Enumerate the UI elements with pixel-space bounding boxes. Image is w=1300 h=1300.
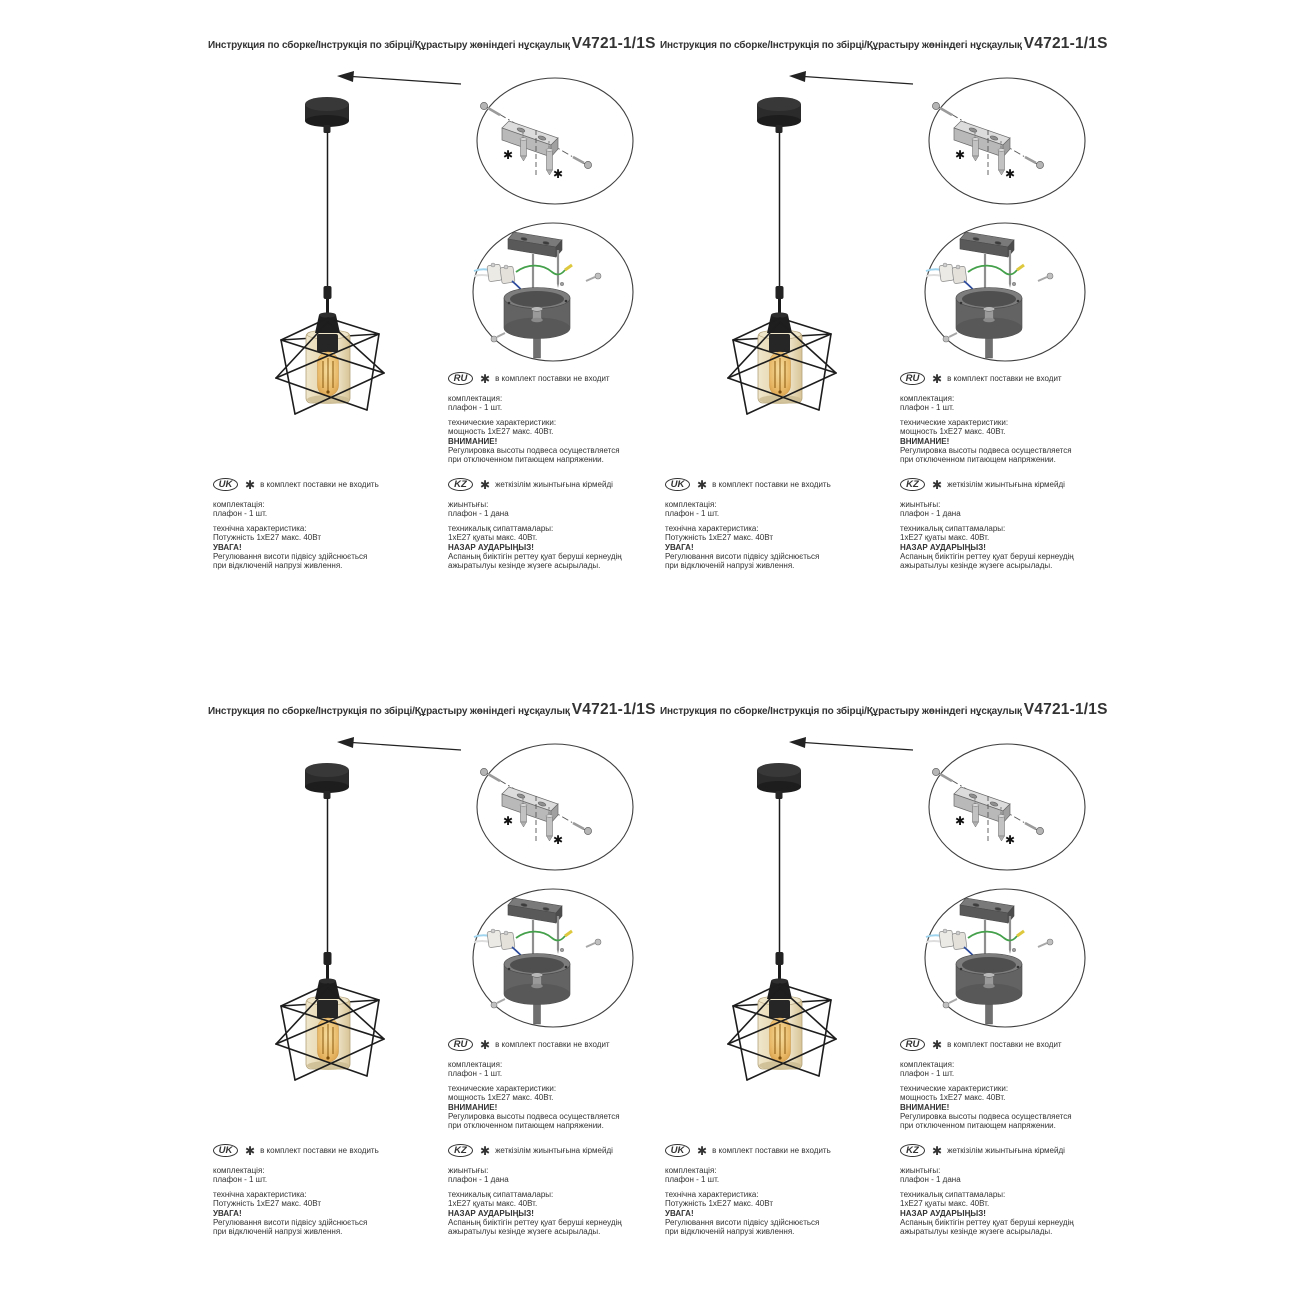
ru-tech-label: технические характеристики: bbox=[448, 1083, 557, 1093]
footnote-asterisk-icon: ✱ bbox=[480, 1143, 491, 1158]
ru-lang-badge: RU bbox=[900, 372, 925, 385]
kz-footnote: жеткізілім жиынтығына кірмейді bbox=[947, 1145, 1065, 1155]
ru-tech-label: технические характеристики: bbox=[900, 1083, 1009, 1093]
uk-kit-label: комплектація: bbox=[665, 1166, 717, 1175]
uk-kit-label: комплектація: bbox=[665, 500, 717, 509]
kz-kit-label: жиынтығы: bbox=[900, 1166, 941, 1175]
ru-footnote: в комплект поставки не входит bbox=[947, 373, 1062, 383]
not-included-asterisk-icon: ✱ bbox=[503, 148, 514, 162]
kz-tech-value: 1хЕ27 қуаты макс. 40Вт. bbox=[900, 1199, 990, 1209]
ru-footnote: в комплект поставки не входит bbox=[495, 373, 610, 383]
pendant-lamp-drawing bbox=[728, 97, 836, 414]
not-included-asterisk-icon: ✱ bbox=[1005, 833, 1016, 847]
kz-footnote: жеткізілім жиынтығына кірмейді bbox=[495, 1145, 613, 1155]
uk-footnote: в комплект поставки не входить bbox=[712, 1145, 831, 1155]
uk-section bbox=[213, 1144, 445, 1237]
kz-section bbox=[900, 1144, 1105, 1237]
kz-warning-line2: ажыратылуы кезінде жүзеге асырылады. bbox=[448, 1227, 601, 1237]
kz-lang-badge: KZ bbox=[900, 1144, 925, 1157]
kz-kit-label: жиынтығы: bbox=[900, 500, 941, 509]
pendant-lamp-drawing bbox=[276, 97, 384, 414]
uk-tech-value: Потужність 1хЕ27 макс. 40Вт bbox=[665, 1199, 773, 1209]
ru-warning-line2: при отключенном питающем напряжении. bbox=[900, 455, 1056, 465]
kz-warning-title: НАЗАР АУДАРЫҢЫЗ! bbox=[900, 1208, 986, 1218]
uk-tech-label: технічна характеристика: bbox=[665, 523, 759, 533]
ru-warning-line2: при отключенном питающем напряжении. bbox=[900, 1121, 1056, 1131]
footnote-asterisk-icon: ✱ bbox=[697, 1143, 708, 1158]
direction-arrow bbox=[337, 71, 461, 84]
small-nut bbox=[1012, 282, 1016, 286]
uk-tech-label: технічна характеристика: bbox=[665, 1189, 759, 1199]
cord-adjuster bbox=[776, 286, 784, 299]
kz-badge-row bbox=[900, 478, 1105, 491]
kz-warning-line2: ажыратылуы кезінде жүзеге асырылады. bbox=[900, 1227, 1053, 1237]
footnote-asterisk-icon: ✱ bbox=[245, 1143, 256, 1158]
uk-warning-title: УВАГА! bbox=[665, 542, 694, 552]
uk-warning-line1: Регулювання висоти підвісу здійснюється bbox=[665, 1218, 820, 1228]
not-included-asterisk-icon: ✱ bbox=[955, 148, 966, 162]
uk-tech-value: Потужність 1хЕ27 макс. 40Вт bbox=[213, 533, 321, 543]
pendant-lamp-drawing bbox=[276, 763, 384, 1080]
uk-warning-line2: при відключеній напрузі живлення. bbox=[665, 1227, 795, 1237]
uk-warning-title: УВАГА! bbox=[213, 1208, 242, 1218]
cord-adjuster bbox=[324, 286, 332, 299]
title-multilang: Инструкция по сборке/Інструкція по збірці/Құрастыру жөніндегі нұсқаулық bbox=[660, 40, 1022, 51]
kz-badge-row bbox=[900, 1144, 1105, 1157]
bracket-detail-circle bbox=[929, 744, 1085, 870]
ru-kit-label: комплектация: bbox=[448, 394, 503, 403]
kz-tech-value: 1хЕ27 қуаты макс. 40Вт. bbox=[448, 1199, 538, 1209]
ru-warning-title: ВНИМАНИЕ! bbox=[900, 1102, 950, 1112]
ru-badge-row bbox=[900, 372, 1090, 385]
uk-warning-line2: при відключеній напрузі живлення. bbox=[213, 1227, 343, 1237]
kz-tech-value: 1хЕ27 қуаты макс. 40Вт. bbox=[448, 533, 538, 543]
uk-kit-label: комплектація: bbox=[213, 500, 265, 509]
kz-tech-label: техникалық сипаттамалары: bbox=[900, 523, 1006, 533]
uk-warning-line1: Регулювання висоти підвісу здійснюється bbox=[213, 552, 368, 562]
cord-adjuster bbox=[324, 952, 332, 965]
kz-kit-label: жиынтығы: bbox=[448, 1166, 489, 1175]
kz-warning-line2: ажыратылуы кезінде жүзеге асырылады. bbox=[900, 561, 1053, 571]
pendant-lamp-drawing bbox=[728, 763, 836, 1080]
not-included-asterisk-icon: ✱ bbox=[503, 814, 514, 828]
instruction-page bbox=[452, 666, 1108, 1300]
uk-section bbox=[213, 478, 445, 571]
canopy-detail-circle bbox=[925, 889, 1085, 1027]
uk-tech-label: технічна характеристика: bbox=[213, 523, 307, 533]
kz-kit-value: плафон - 1 дана bbox=[448, 1175, 509, 1185]
ru-tech-label: технические характеристики: bbox=[448, 417, 557, 427]
kz-warning-line1: Аспаның биіктігін реттеу қуат беруші кернеудің bbox=[448, 552, 622, 562]
ru-warning-line1: Регулировка высоты подвеса осуществляется bbox=[900, 1112, 1072, 1122]
model-number: V4721-1/1S bbox=[1023, 35, 1108, 52]
uk-section bbox=[665, 1144, 897, 1237]
uk-warning-line2: при відключеній напрузі живлення. bbox=[665, 561, 795, 571]
footnote-asterisk-icon: ✱ bbox=[932, 371, 943, 386]
cup-hub bbox=[983, 307, 995, 323]
uk-section bbox=[665, 478, 897, 571]
uk-badge-row bbox=[665, 1144, 897, 1157]
not-included-asterisk-icon: ✱ bbox=[553, 833, 564, 847]
uk-badge-row bbox=[665, 478, 897, 491]
small-nut bbox=[1012, 948, 1016, 952]
direction-arrow bbox=[337, 737, 461, 750]
ru-kit-label: комплектация: bbox=[900, 394, 955, 403]
footnote-asterisk-icon: ✱ bbox=[480, 477, 491, 492]
ru-tech-value: мощность 1хЕ27 макс. 40Вт. bbox=[448, 427, 554, 437]
ru-kit-value: плафон - 1 шт. bbox=[448, 403, 503, 413]
kz-warning-title: НАЗАР АУДАРЫҢЫЗ! bbox=[448, 1208, 534, 1218]
ru-tech-value: мощность 1хЕ27 макс. 40Вт. bbox=[448, 1093, 554, 1103]
uk-lang-badge: UK bbox=[213, 478, 238, 491]
kz-warning-line1: Аспаның биіктігін реттеу қуат беруші кернеудің bbox=[900, 552, 1074, 562]
footnote-asterisk-icon: ✱ bbox=[932, 1037, 943, 1052]
ru-lang-badge: RU bbox=[448, 372, 473, 385]
ru-warning-line1: Регулировка высоты подвеса осуществляется bbox=[448, 1112, 620, 1122]
ru-warning-line2: при отключенном питающем напряжении. bbox=[448, 455, 604, 465]
footnote-asterisk-icon: ✱ bbox=[932, 1143, 943, 1158]
kz-warning-title: НАЗАР АУДАРЫҢЫЗ! bbox=[900, 542, 986, 552]
bracket-detail-circle bbox=[929, 78, 1085, 204]
direction-arrow bbox=[789, 71, 913, 84]
not-included-asterisk-icon: ✱ bbox=[553, 167, 564, 181]
uk-warning-line1: Регулювання висоти підвісу здійснюється bbox=[665, 552, 820, 562]
kz-lang-badge: KZ bbox=[448, 478, 473, 491]
uk-warning-line2: при відключеній напрузі живлення. bbox=[213, 561, 343, 571]
uk-lang-badge: UK bbox=[213, 1144, 238, 1157]
ceiling-canopy bbox=[757, 97, 801, 133]
uk-footnote: в комплект поставки не входить bbox=[260, 479, 379, 489]
ceiling-canopy bbox=[305, 97, 349, 133]
uk-footnote: в комплект поставки не входить bbox=[712, 479, 831, 489]
footnote-asterisk-icon: ✱ bbox=[480, 1037, 491, 1052]
canopy-detail-circle bbox=[925, 223, 1085, 361]
kz-footnote: жеткізілім жиынтығына кірмейді bbox=[495, 479, 613, 489]
ceiling-canopy bbox=[305, 763, 349, 799]
model-number: V4721-1/1S bbox=[1023, 701, 1108, 718]
ru-warning-line2: при отключенном питающем напряжении. bbox=[448, 1121, 604, 1131]
not-included-asterisk-icon: ✱ bbox=[955, 814, 966, 828]
ru-kit-value: плафон - 1 шт. bbox=[448, 1069, 503, 1079]
ru-footnote: в комплект поставки не входит bbox=[495, 1039, 610, 1049]
kz-section bbox=[900, 478, 1105, 571]
kz-kit-value: плафон - 1 дана bbox=[900, 1175, 961, 1185]
uk-tech-value: Потужність 1хЕ27 макс. 40Вт bbox=[213, 1199, 321, 1209]
ru-kit-label: комплектация: bbox=[900, 1060, 955, 1069]
uk-kit-value: плафон - 1 шт. bbox=[665, 509, 720, 519]
uk-lang-badge: UK bbox=[665, 478, 690, 491]
footnote-asterisk-icon: ✱ bbox=[932, 477, 943, 492]
ru-warning-line1: Регулировка высоты подвеса осуществляется bbox=[900, 446, 1072, 456]
kz-warning-line1: Аспаның биіктігін реттеу қуат беруші кернеудің bbox=[448, 1218, 622, 1228]
ru-warning-title: ВНИМАНИЕ! bbox=[448, 1102, 498, 1112]
uk-kit-value: плафон - 1 шт. bbox=[213, 1175, 268, 1185]
cord-adjuster bbox=[776, 952, 784, 965]
footnote-asterisk-icon: ✱ bbox=[480, 371, 491, 386]
uk-kit-label: комплектація: bbox=[213, 1166, 265, 1175]
ru-badge-row bbox=[900, 1038, 1090, 1051]
kz-tech-label: техникалық сипаттамалары: bbox=[900, 1189, 1006, 1199]
ru-warning-line1: Регулировка высоты подвеса осуществляется bbox=[448, 446, 620, 456]
not-included-asterisk-icon: ✱ bbox=[1005, 167, 1016, 181]
kz-tech-label: техникалық сипаттамалары: bbox=[448, 523, 554, 533]
kz-tech-value: 1хЕ27 қуаты макс. 40Вт. bbox=[900, 533, 990, 543]
ru-tech-value: мощность 1хЕ27 макс. 40Вт. bbox=[900, 1093, 1006, 1103]
ru-kit-label: комплектация: bbox=[448, 1060, 503, 1069]
uk-tech-label: технічна характеристика: bbox=[213, 1189, 307, 1199]
uk-warning-line1: Регулювання висоти підвісу здійснюється bbox=[213, 1218, 368, 1228]
title-multilang: Инструкция по сборке/Інструкція по збірці/Құрастыру жөніндегі нұсқаулық bbox=[660, 706, 1022, 717]
uk-kit-value: плафон - 1 шт. bbox=[213, 509, 268, 519]
ceiling-canopy bbox=[757, 763, 801, 799]
title-multilang: Инструкция по сборке/Інструкція по збірці/Құрастыру жөніндегі нұсқаулық bbox=[208, 706, 570, 717]
ru-section bbox=[900, 1038, 1090, 1131]
kz-warning-line2: ажыратылуы кезінде жүзеге асырылады. bbox=[448, 561, 601, 571]
ru-footnote: в комплект поставки не входит bbox=[947, 1039, 1062, 1049]
kz-lang-badge: KZ bbox=[900, 478, 925, 491]
kz-warning-line1: Аспаның биіктігін реттеу қуат беруші кернеудің bbox=[900, 1218, 1074, 1228]
uk-footnote: в комплект поставки не входить bbox=[260, 1145, 379, 1155]
uk-tech-value: Потужність 1хЕ27 макс. 40Вт bbox=[665, 533, 773, 543]
kz-kit-value: плафон - 1 дана bbox=[900, 509, 961, 519]
kz-tech-label: техникалық сипаттамалары: bbox=[448, 1189, 554, 1199]
kz-lang-badge: KZ bbox=[448, 1144, 473, 1157]
kz-kit-value: плафон - 1 дана bbox=[448, 509, 509, 519]
ru-warning-title: ВНИМАНИЕ! bbox=[900, 436, 950, 446]
ru-section bbox=[900, 372, 1090, 465]
model-number: V4721-1/1S bbox=[571, 35, 656, 52]
model-number: V4721-1/1S bbox=[571, 701, 656, 718]
cup-hub bbox=[983, 973, 995, 989]
kz-warning-title: НАЗАР АУДАРЫҢЫЗ! bbox=[448, 542, 534, 552]
uk-badge-row bbox=[213, 1144, 445, 1157]
footnote-asterisk-icon: ✱ bbox=[245, 477, 256, 492]
kz-footnote: жеткізілім жиынтығына кірмейді bbox=[947, 479, 1065, 489]
instruction-page bbox=[452, 0, 1108, 650]
uk-warning-title: УВАГА! bbox=[213, 542, 242, 552]
title-multilang: Инструкция по сборке/Інструкція по збірці/Құрастыру жөніндегі нұсқаулық bbox=[208, 40, 570, 51]
ru-lang-badge: RU bbox=[900, 1038, 925, 1051]
ru-warning-title: ВНИМАНИЕ! bbox=[448, 436, 498, 446]
footnote-asterisk-icon: ✱ bbox=[697, 477, 708, 492]
ru-kit-value: плафон - 1 шт. bbox=[900, 403, 955, 413]
ru-tech-value: мощность 1хЕ27 макс. 40Вт. bbox=[900, 427, 1006, 437]
uk-kit-value: плафон - 1 шт. bbox=[665, 1175, 720, 1185]
uk-badge-row bbox=[213, 478, 445, 491]
direction-arrow bbox=[789, 737, 913, 750]
kz-kit-label: жиынтығы: bbox=[448, 500, 489, 509]
ru-lang-badge: RU bbox=[448, 1038, 473, 1051]
uk-warning-title: УВАГА! bbox=[665, 1208, 694, 1218]
ru-kit-value: плафон - 1 шт. bbox=[900, 1069, 955, 1079]
ru-tech-label: технические характеристики: bbox=[900, 417, 1009, 427]
uk-lang-badge: UK bbox=[665, 1144, 690, 1157]
